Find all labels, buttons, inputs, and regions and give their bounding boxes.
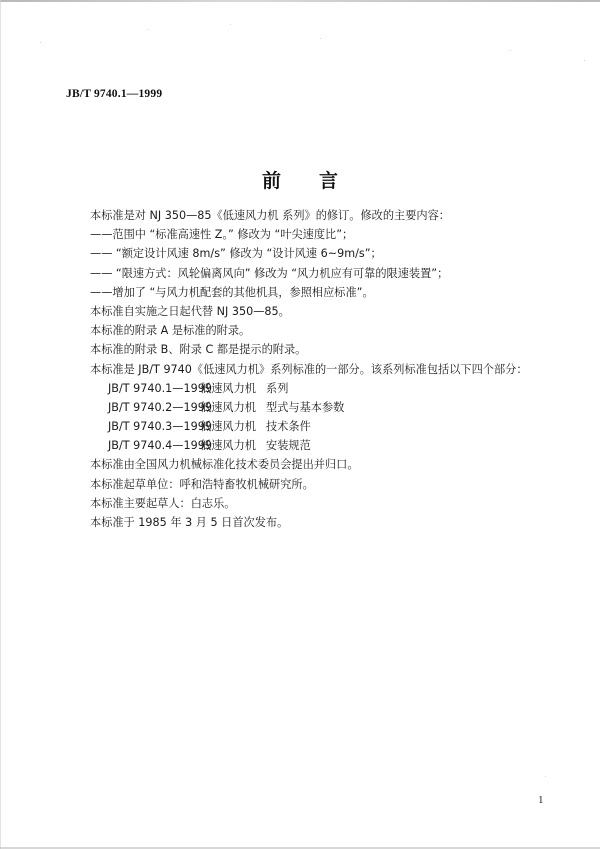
title-char-1: 前 xyxy=(261,170,281,192)
part-name: 低速风力机 xyxy=(200,381,256,395)
scan-speck xyxy=(40,42,41,43)
part-subtitle: 型式与基本参数 xyxy=(266,400,345,414)
page-title xyxy=(0,166,600,193)
part-code: JB/T 9740.4—1999 xyxy=(108,439,212,453)
part-name: 低速风力机 xyxy=(200,400,256,414)
part-list-item xyxy=(90,379,560,398)
paragraph-drafter: 本标准主要起草人：白志乐。 xyxy=(90,496,236,510)
paragraph-replaces: 本标准自实施之日起代替 NJ 350—85。 xyxy=(90,304,290,318)
foreword-body xyxy=(90,206,560,532)
paragraph-change-added: ——增加了 “与风力机配套的其他机具，参照相应标准”。 xyxy=(90,285,374,299)
part-subtitle: 技术条件 xyxy=(266,420,311,434)
paragraph-first-release: 本标准于 1985 年 3 月 5 日首次发布。 xyxy=(90,516,289,529)
part-name: 低速风力机 xyxy=(200,420,256,434)
paragraph-change-scope: ——范围中 “标准高速性 Z。” 修改为 “叶尖速度比”； xyxy=(90,228,354,242)
scan-edge-left xyxy=(0,0,1,849)
scan-speck xyxy=(545,776,546,777)
paragraph-appendix-bc: 本标准的附录 B、附录 C 都是提示的附录。 xyxy=(90,343,307,357)
paragraph-series-intro: 本标准是 JB/T 9740《低速风力机》系列标准的一部分。该系列标准包括以下四个部分： xyxy=(90,362,528,376)
part-list-item xyxy=(90,436,560,455)
scan-speck xyxy=(584,60,585,61)
paragraph-appendix-a: 本标准的附录 A 是标准的附录。 xyxy=(90,324,251,338)
part-name: 低速风力机 xyxy=(200,439,256,453)
paragraph-committee: 本标准由全国风力机械标准化技术委员会提出并归口。 xyxy=(90,458,359,472)
title-char-2: 言 xyxy=(319,170,339,192)
page-number: 1 xyxy=(538,794,544,806)
part-code: JB/T 9740.3—1999 xyxy=(108,420,212,434)
scan-edge-top xyxy=(0,0,600,2)
scan-speck xyxy=(230,24,231,25)
part-list-item xyxy=(90,398,560,417)
part-list-item xyxy=(90,417,560,436)
paragraph-change-speed-limit: —— “限速方式：风轮偏离风向” 修改为 “风力机应有可靠的限速装置”； xyxy=(90,266,449,280)
part-subtitle: 系列 xyxy=(266,381,289,395)
part-code: JB/T 9740.1—1999 xyxy=(108,381,212,395)
paragraph-drafting-unit: 本标准起草单位：呼和浩特畜牧机械研究所。 xyxy=(90,477,314,491)
standard-id: JB/T 9740.1—1999 xyxy=(66,88,163,100)
part-code: JB/T 9740.2—1999 xyxy=(108,400,212,414)
scan-speck xyxy=(320,38,321,39)
scan-speck xyxy=(510,50,511,51)
paragraph-revision-intro: 本标准是对 NJ 350—85《低速风力机 系列》的修订。修改的主要内容： xyxy=(90,209,450,222)
scan-speck xyxy=(148,29,149,30)
part-subtitle: 安装规范 xyxy=(266,439,311,453)
paragraph-change-wind-speed: —— “额定设计风速 8m/s” 修改为 “设计风速 6~9m/s”； xyxy=(90,247,382,261)
